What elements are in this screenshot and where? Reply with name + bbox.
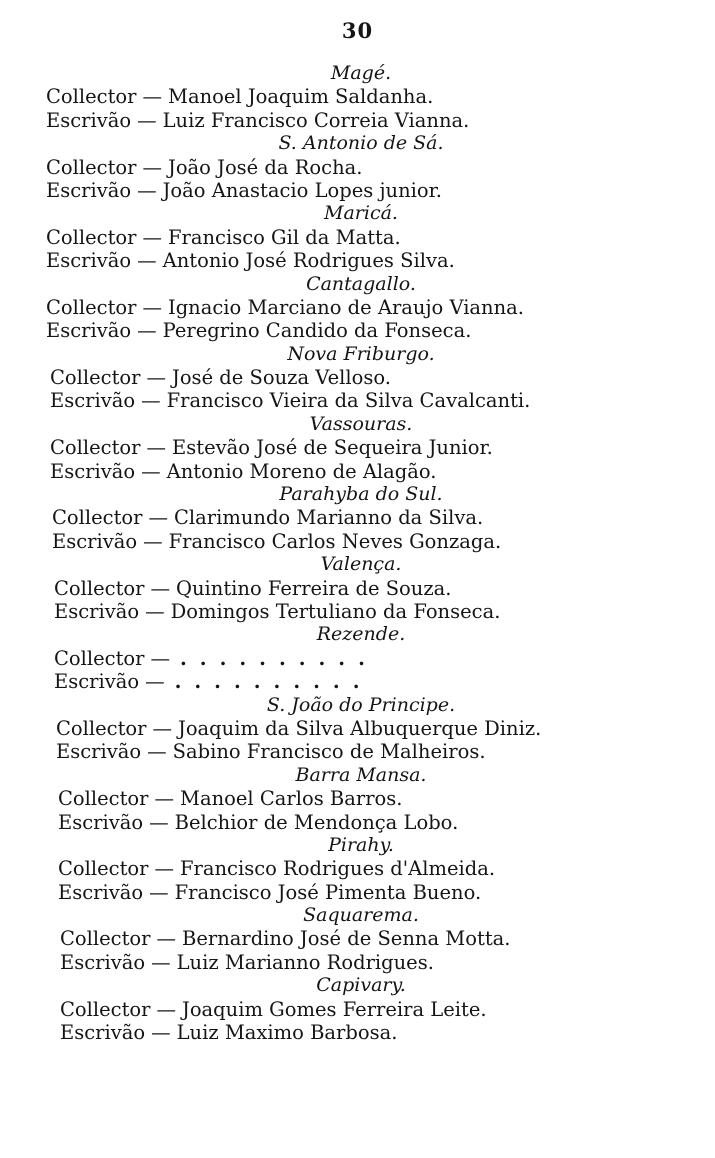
dash: —	[149, 810, 169, 834]
escrivao-label: Escrivão	[46, 319, 132, 343]
place-heading: Saquarema.	[303, 904, 419, 927]
place-heading: Valença.	[320, 553, 402, 576]
place-heading: Vassouras.	[309, 412, 413, 435]
escrivao-row	[46, 179, 636, 202]
escrivao-label: Escrivão	[54, 599, 140, 623]
collector-name: Clarimundo Marianno da Silva.	[174, 506, 484, 530]
escrivao-label: Escrivão	[60, 950, 146, 974]
escrivao-row	[46, 670, 636, 693]
section-barra-mansa	[46, 764, 636, 834]
place-heading: Magé.	[330, 62, 392, 84]
escrivao-row	[46, 951, 636, 974]
escrivao-row	[46, 249, 636, 272]
escrivao-label: Escrivão	[56, 740, 142, 764]
escrivao-name: Luiz Francisco Correia Vianna.	[162, 108, 470, 132]
escrivao-name: Belchior de Mendonça Lobo.	[174, 810, 459, 834]
escrivao-name: Domingos Tertuliano da Fonseca.	[170, 599, 501, 623]
section-pirahy	[46, 834, 636, 904]
collector-name: Ignacio Marciano de Araujo Vianna.	[168, 295, 524, 319]
collector-name: Quintino Ferreira de Souza.	[176, 576, 452, 600]
section-valenca	[46, 553, 636, 623]
collector-label: Collector	[58, 857, 149, 881]
escrivao-row	[46, 881, 636, 904]
escrivao-row	[46, 389, 636, 412]
collector-row	[46, 366, 636, 389]
dash: —	[149, 880, 169, 904]
escrivao-name: João Anastacio Lopes junior.	[162, 178, 442, 202]
section-saquarema	[46, 904, 636, 974]
dash: —	[142, 295, 162, 319]
collector-row	[46, 577, 636, 600]
dash: —	[156, 997, 176, 1021]
place-heading: S. Antonio de Sá.	[278, 132, 444, 155]
dash: —	[137, 108, 157, 132]
collector-row	[46, 226, 636, 249]
collector-name: Manoel Joaquim Saldanha.	[168, 85, 434, 109]
page-number: 30	[341, 18, 374, 43]
collector-name: Bernardino José de Senna Motta.	[182, 927, 511, 951]
section-s-antonio-de-sa	[46, 132, 636, 202]
dash: —	[137, 178, 157, 202]
collector-label: Collector	[46, 295, 137, 319]
collector-row	[46, 717, 636, 740]
collector-label: Collector	[46, 155, 137, 179]
escrivao-name: Sabino Francisco de Malheiros.	[172, 740, 486, 764]
escrivao-label: Escrivão	[58, 880, 144, 904]
dash: —	[151, 950, 171, 974]
collector-name: Estevão José de Sequeira Junior.	[172, 436, 493, 460]
dash: —	[150, 576, 170, 600]
dash: —	[154, 857, 174, 881]
escrivao-row	[46, 600, 636, 623]
escrivao-row	[46, 530, 636, 553]
dash: —	[150, 646, 170, 670]
collector-row	[46, 927, 636, 950]
escrivao-label: Escrivão	[58, 810, 144, 834]
escrivao-name: Antonio José Rodrigues Silva.	[162, 249, 455, 273]
place-heading: Capivary.	[316, 974, 406, 997]
collector-label: Collector	[60, 927, 151, 951]
collector-row	[46, 857, 636, 880]
collector-row	[46, 787, 636, 810]
collector-row	[46, 156, 636, 179]
escrivao-name: Peregrino Candido da Fonseca.	[162, 319, 472, 343]
section-nova-friburgo	[46, 343, 636, 413]
dash: —	[148, 506, 168, 530]
escrivao-row	[46, 109, 636, 132]
section-capivary	[46, 974, 636, 1044]
dash: —	[142, 155, 162, 179]
escrivao-label: Escrivão	[50, 459, 136, 483]
section-mage	[46, 62, 636, 132]
collector-name: José de Souza Velloso.	[172, 366, 391, 390]
escrivao-label: Escrivão	[46, 178, 132, 202]
section-marica	[46, 202, 636, 272]
escrivao-label: Escrivão	[46, 249, 132, 273]
collector-name: Francisco Gil da Matta.	[168, 225, 401, 249]
escrivao-row	[46, 740, 636, 763]
collector-row	[46, 647, 636, 670]
escrivao-row	[46, 811, 636, 834]
escrivao-label: Escrivão	[60, 1021, 146, 1045]
collector-row	[46, 998, 636, 1021]
dash: —	[137, 319, 157, 343]
escrivao-name: Francisco Vieira da Silva Cavalcanti.	[166, 389, 531, 413]
collector-label: Collector	[52, 506, 143, 530]
escrivao-name: Francisco José Pimenta Bueno.	[174, 880, 482, 904]
place-heading: Nova Friburgo.	[287, 342, 435, 365]
escrivao-row	[46, 460, 636, 483]
dash: —	[141, 389, 161, 413]
collector-label: Collector	[46, 85, 137, 109]
section-cantagallo	[46, 273, 636, 343]
section-vassouras	[46, 413, 636, 483]
collector-name: ..........	[180, 646, 378, 670]
escrivao-label: Escrivão	[52, 529, 138, 553]
dash: —	[141, 459, 161, 483]
escrivao-name: Francisco Carlos Neves Gonzaga.	[168, 529, 502, 553]
escrivao-label: Escrivão	[54, 670, 140, 694]
dash: —	[146, 436, 166, 460]
place-heading: Pirahy.	[328, 833, 394, 856]
dash: —	[154, 787, 174, 811]
collector-row	[46, 436, 636, 459]
escrivao-name: Antonio Moreno de Alagão.	[166, 459, 437, 483]
place-heading: Rezende.	[316, 623, 406, 646]
escrivao-row	[46, 319, 636, 342]
escrivao-row	[46, 1021, 636, 1044]
officials-list	[46, 62, 636, 1044]
section-rezende	[46, 623, 636, 693]
dash: —	[147, 740, 167, 764]
collector-name: Joaquim Gomes Ferreira Leite.	[182, 997, 487, 1021]
collector-label: Collector	[50, 436, 141, 460]
dash: —	[145, 599, 165, 623]
section-s-joao-do-principe	[46, 694, 636, 764]
place-heading: Maricá.	[324, 202, 398, 225]
collector-row	[46, 506, 636, 529]
collector-label: Collector	[54, 576, 145, 600]
collector-name: Francisco Rodrigues d'Almeida.	[180, 857, 496, 881]
escrivao-name: Luiz Marianno Rodrigues.	[176, 950, 434, 974]
escrivao-name: ..........	[174, 670, 373, 694]
dash: —	[156, 927, 176, 951]
collector-label: Collector	[60, 997, 151, 1021]
escrivao-label: Escrivão	[50, 389, 136, 413]
place-heading: Parahyba do Sul.	[279, 483, 443, 506]
place-heading: Barra Mansa.	[295, 763, 427, 786]
dash: —	[142, 85, 162, 109]
collector-row	[46, 85, 636, 108]
collector-label: Collector	[56, 716, 147, 740]
collector-name: João José da Rocha.	[168, 155, 363, 179]
dash: —	[145, 670, 165, 694]
collector-name: Joaquim da Silva Albuquerque Diniz.	[178, 716, 542, 740]
dash: —	[152, 716, 172, 740]
collector-row	[46, 296, 636, 319]
escrivao-name: Luiz Maximo Barbosa.	[176, 1021, 398, 1045]
section-parahyba-do-sul	[46, 483, 636, 553]
place-heading: S. João do Principe.	[266, 693, 456, 716]
collector-name: Manoel Carlos Barros.	[180, 787, 403, 811]
collector-label: Collector	[50, 366, 141, 390]
dash: —	[142, 225, 162, 249]
dash: —	[151, 1021, 171, 1045]
collector-label: Collector	[46, 225, 137, 249]
dash: —	[143, 529, 163, 553]
dash: —	[137, 249, 157, 273]
place-heading: Cantagallo.	[306, 272, 416, 295]
collector-label: Collector	[54, 646, 145, 670]
dash: —	[146, 366, 166, 390]
collector-label: Collector	[58, 787, 149, 811]
escrivao-label: Escrivão	[46, 108, 132, 132]
